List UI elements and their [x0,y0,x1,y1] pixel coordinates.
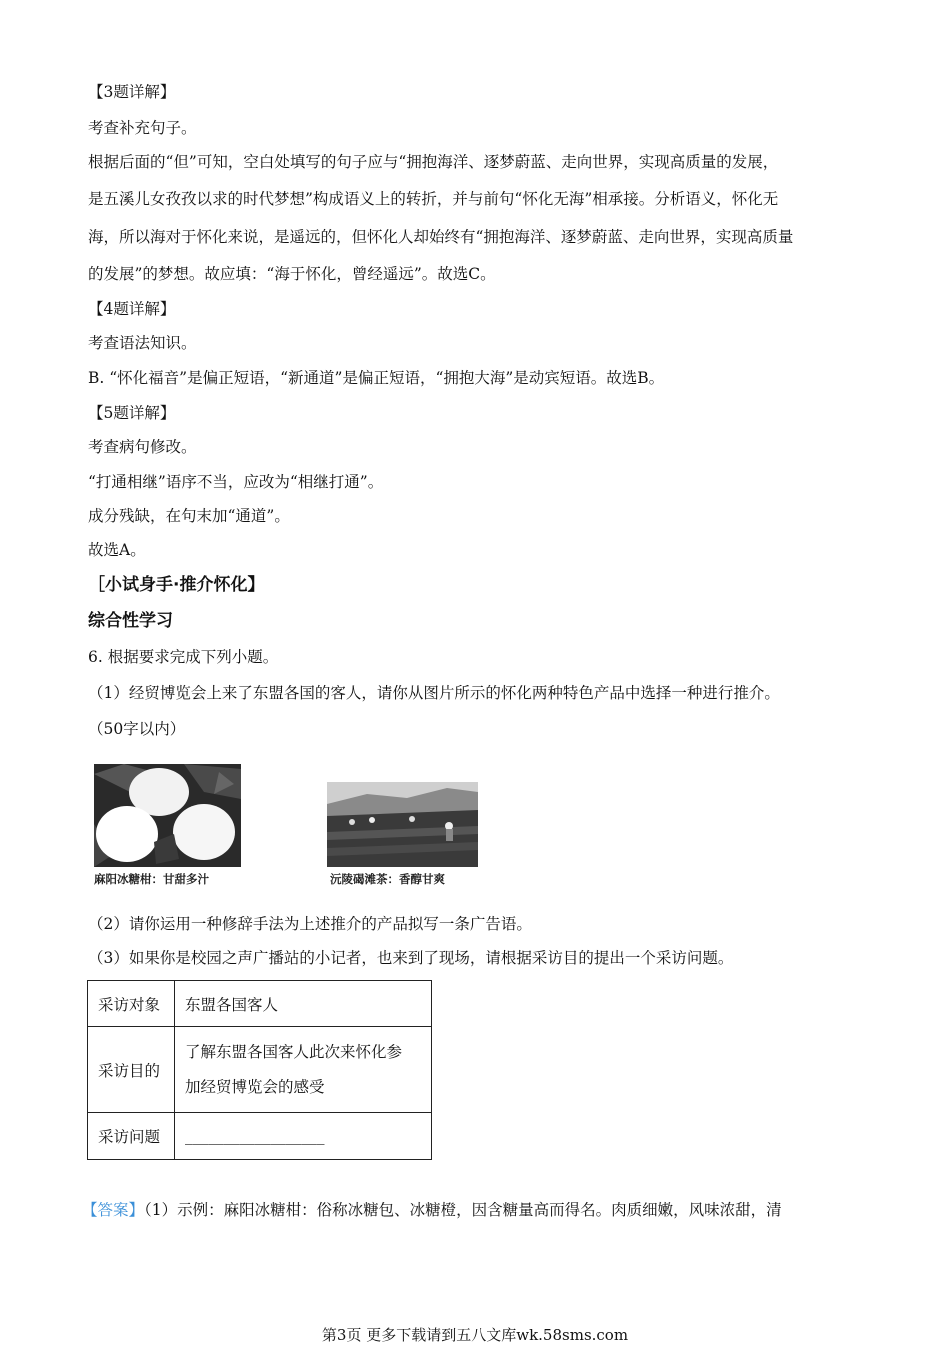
purpose-line-2: 加经贸博览会的感受 [185,1077,325,1096]
orange-illustration [94,764,241,867]
q4-line-1: 考查语法知识。 [88,334,197,352]
table-value-subject: 东盟各国客人 [175,981,432,1027]
table-label-subject: 采访对象 [88,981,175,1027]
q6-line-1: 6. 根据要求完成下列小题。 [88,648,279,666]
q4-heading: 【4题详解】 [88,300,176,318]
q5-line-2: “打通相继”语序不当，应改为“相继打通”。 [88,473,384,491]
answer-text: （1）示例：麻阳冰糖柑：俗称冰糖包、冰糖橙，因含糖量高而得名。肉质细嫩，风味浓甜，清 [144,1201,782,1219]
q5-line-4: 故选A。 [88,541,146,559]
table-value-purpose [175,1027,432,1113]
q5-line-1: 考查病句修改。 [88,438,197,456]
answer-tag: 【答案】 [82,1201,145,1219]
table-label-question: 采访问题 [88,1113,175,1160]
q6-line-5: （3）如果你是校园之声广播站的小记者，也来到了现场，请根据采访目的提出一个采访问题。 [88,949,734,967]
page-footer: 第3页 更多下载请到五八文库wk.58sms.com [321,1326,629,1344]
table-label-purpose: 采访目的 [88,1027,175,1113]
purpose-line-1: 了解东盟各国客人此次来怀化参 [185,1042,403,1061]
sub-heading: 综合性学习 [88,611,173,631]
answer-line [82,1200,782,1220]
q6-line-2: （1）经贸博览会上来了东盟各国的客人，请你从图片所示的怀化两种特色产品中选择一种进行推介。 [88,684,780,702]
q3-line-1: 考查补充句子。 [88,119,197,137]
q6-line-3: （50字以内） [88,720,186,738]
table-row [88,1027,432,1113]
yuanling-tea-photo [327,782,478,867]
q6-line-4: （2）请你运用一种修辞手法为上述推介的产品拟写一条广告语。 [88,915,532,933]
q3-heading: 【3题详解】 [88,83,176,101]
q3-line-3: 是五溪儿女孜孜以求的时代梦想”构成语义上的转折，并与前句“怀化无海”相承接。分析语义，怀化无 [88,190,779,208]
mayang-orange-photo [94,764,241,867]
interview-table [87,980,432,1160]
table-value-question: __________________ [175,1113,432,1160]
q5-line-3: 成分残缺，在句末加“通道”。 [88,507,290,525]
q5-heading: 【5题详解】 [88,404,176,422]
table-row [88,1113,432,1160]
right-image-caption: 沅陵碣滩茶：香醇甘爽 [330,872,445,886]
table-row [88,981,432,1027]
q4-line-2: B. “怀化福音”是偏正短语，“新通道”是偏正短语，“拥抱大海”是动宾短语。故选B。 [88,369,665,387]
tea-field-illustration [327,782,478,867]
q3-line-4: 海，所以海对于怀化来说，是遥远的，但怀化人却始终有“拥抱海洋、逐梦蔚蓝、走向世界，实现高质量 [88,228,794,246]
left-image-caption: 麻阳冰糖柑：甘甜多汁 [94,872,209,886]
q3-line-2: 根据后面的“但”可知，空白处填写的句子应与“拥抱海洋、逐梦蔚蓝、走向世界，实现高质量的发展， [88,153,779,171]
q3-line-5: 的发展”的梦想。故应填：“海于怀化，曾经遥远”。故选C。 [88,265,496,283]
section-heading: ［小试身手·推介怀化】 [88,575,265,595]
